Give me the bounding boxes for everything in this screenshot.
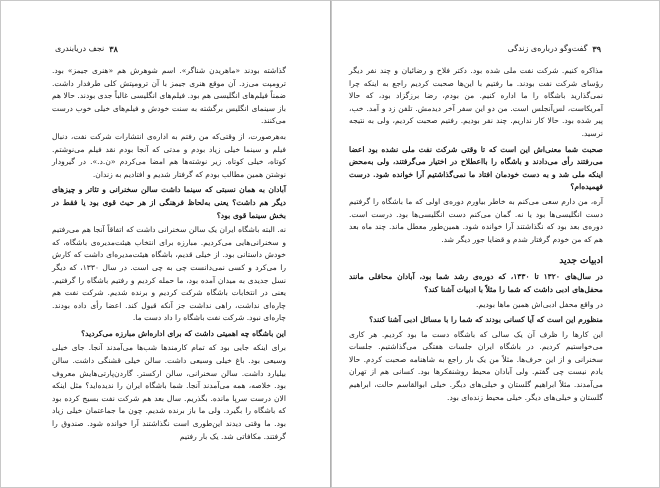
body-paragraph: نه. البته باشگاه ایران یک سالن سخنرانی داشت که اتفاقاً آنجا هم می‌رفتیم و سخنرانی‌هایی می‌کردیم. مبارزه برای انتخاب هیئت‌مدیره‌ی باشگاه، که خودش داستانی بود. از خیلی قدیم، باشگاه هیئت‌مدیره‌ای داشت که کارش را می‌کرد و کسی نمی‌دانست چی به چی است. در سال ۱۳۳۰، که دیگر نسل جدیدی به میدان آمده بود، ما حمله کردیم و رفتیم باشگاه را گرفتیم. یعنی در انتخابات باشگاه شرکت کردیم و برنده شدیم. شرکت نفت هم چاره‌ای نداشت، راهی نداشت جز آنکه قبول کند. اعضا رأی داده بودند. چاره‌ای نبود. شرکت نفت باشگاه را داد دست ما. bbox=[52, 225, 286, 323]
body-paragraph: آره، من دارم سعی می‌کنم به خاطر بیاورم دوره‌ی اولی که ما باشگاه را گرفتیم دست انگلیسی‌ها بود یا نه. گمان می‌کنم دست انگلیسی‌ها بود. درست است. دوره‌ی بعد بود که نگذاشتند آرا خوانده شود. همین‌طور معطل ماند. چند ماه بعد هم که من خودم گرفتار شدم و قضایا جور دیگر شد. bbox=[349, 196, 603, 244]
right-page bbox=[331, 0, 660, 488]
interview-question: منظورم این است که آیا کسانی بودند که شما را با مسائل ادبی آشنا کنند؟ bbox=[369, 315, 603, 325]
body-paragraph: برای اینکه جایی بود که تمام کارمندها شب‌ها می‌آمدند آنجا. جای خیلی وسیعی بود. باغ خیلی وسیعی داشت. سالن خیلی قشنگی داشت. سالن بیلیارد داشت. سالن سخنرانی، سالن ارکستر. گاردن‌پارتی‌هایش معروف بود. خلاصه، همه می‌آمدند آنجا. شما باشگاه ایران را ندیده‌اید؟ مثل اینکه الان درست سرپا مانده. بگذریم. سال بعد هم شرکت نفت بسیج کرده بود که باشگاه را بگیرد. ولی ما باز برنده شدیم. چون ما جماعتمان خیلی زیاد بود. ما وقتی دیدند این‌طوری است نگذاشتند آرا خوانده شود. صندوق را گرفتند. مکافاتی شد. یک بار رفتیم bbox=[52, 343, 286, 441]
right-page-header bbox=[349, 42, 603, 56]
left-page-number: ۳۸ bbox=[109, 44, 118, 54]
section-heading: ادبیات جدید bbox=[559, 256, 603, 267]
interview-question: در سال‌های ۱۳۲۰ تا ۱۳۳۰، که دوره‌ی رشد شما بود، آبادان محافلی مانند محفل‌های ادبی داشت که شما را مثلاً با ادبیات آشنا کند؟ bbox=[349, 272, 604, 294]
body-paragraph: مذاکره کنیم. شرکت نفت ملی شده بود. دکتر فلاح و رضائیان و چند نفر دیگر رؤسای شرکت نفت بودند. ما رفتیم با این‌ها صحبت کردیم راجع به اینکه چرا نمی‌گذارید باشگاه را ما اداره کنیم. من بودم، رضا برزگزاد بود، که حالا آمریکاست، لس‌آنجلس است. من دو این سفر آخر دیدمش. تلفن زد و آمد. خب، پیر شده بود. حالا کار نداریم. چند نفر بودیم. رفتیم صحبت کردیم، ولی به نتیجه نرسید. bbox=[349, 66, 603, 138]
body-paragraph: در واقع محفل ادبی‌اش همین ماها بودیم. bbox=[475, 299, 603, 309]
interview-question: آبادان به همان نسبتی که سینما داشت سالن سخنرانی و تئاتر و چیزهای دیگر هم داشت؟ یعنی به‌لحاظ فرهنگی از هر حیث قوی بود یا فقط در بخش سینما قوی بود؟ bbox=[52, 185, 286, 220]
right-page-number: ۳۹ bbox=[592, 44, 601, 54]
body-paragraph: گذاشته بودند «ماهریدن شناگر». اسم شوهرش هم «هنری جیمز» بود. ترومپت می‌زد. آن موقع هنری جیمز با آن ترومپتش کلی طرفدار داشت. ضمناً فیلم‌های انگلیسی هم بود. فیلم‌های انگلیسی غالباً جدی بودند. حالا هم باز سینمای انگلیس برگشته به سنت خودش و فیلم‌های خیلی خوب درست می‌کنند. bbox=[52, 66, 286, 126]
body-paragraph: به‌هرصورت، از وقتی‌که من رفتم به اداره‌ی انتشارات شرکت نفت، دنبال فیلم و سینما خیلی زیاد بودم و مدتی که آنجا بودم نقد فیلم می‌نوشتم. کوتاه، خیلی کوتاه. زیر نوشته‌ها هم امضا می‌کردم «ن.د.». در گیرودار نوشتن همین مطالب بودم که گرفتار شدیم و افتادیم به زندان. bbox=[52, 131, 286, 179]
interview-question: صحبت شما معنی‌اش این است که تا وقتی شرکت نفت ملی نشده بود اعضا می‌رفتند رأی می‌دادند و باشگاه را بااعطلاح در اختیار می‌گرفتند، ولی به‌محض اینکه ملی شد و به دست خودمان افتاد ما نمی‌گذاشتیم آرا خوانده شود. درست فهمیده‌ام؟ bbox=[349, 144, 603, 192]
left-page-body bbox=[52, 65, 286, 446]
interview-question: این باشگاه چه اهمیتی داشت که برای اداره‌اش مبارزه می‌کردید؟ bbox=[81, 328, 286, 338]
right-page-body bbox=[349, 65, 603, 407]
left-page-running-title: نجف دریابندری bbox=[55, 44, 105, 53]
left-page-header bbox=[52, 42, 286, 56]
body-paragraph: این کارها را ظرف آن یک سالی که باشگاه دست ما بود کردیم. هر کاری می‌خواستیم کردیم. در باشگاه ایران جلسات هفتگی می‌گذاشتیم. جلسات سخنرانی و از این حرف‌ها. مثلاً من یک بار راجع به شاهنامه صحبت کردم. حالا یادم نیست چی گفتم. ولی آبادان محیط روشنفکرها بود. کسانی هم از تهران می‌آمدند. مثلاً ابراهیم گلستان و خیلی‌های دیگر. خیلی ابوالقاسم حالت، ابراهیم گلستان و خیلی‌های دیگر. خیلی محیط زنده‌ای بود. bbox=[349, 329, 603, 402]
right-page-running-title: گفت‌وگو درباره‌ی زندگی bbox=[507, 44, 588, 53]
